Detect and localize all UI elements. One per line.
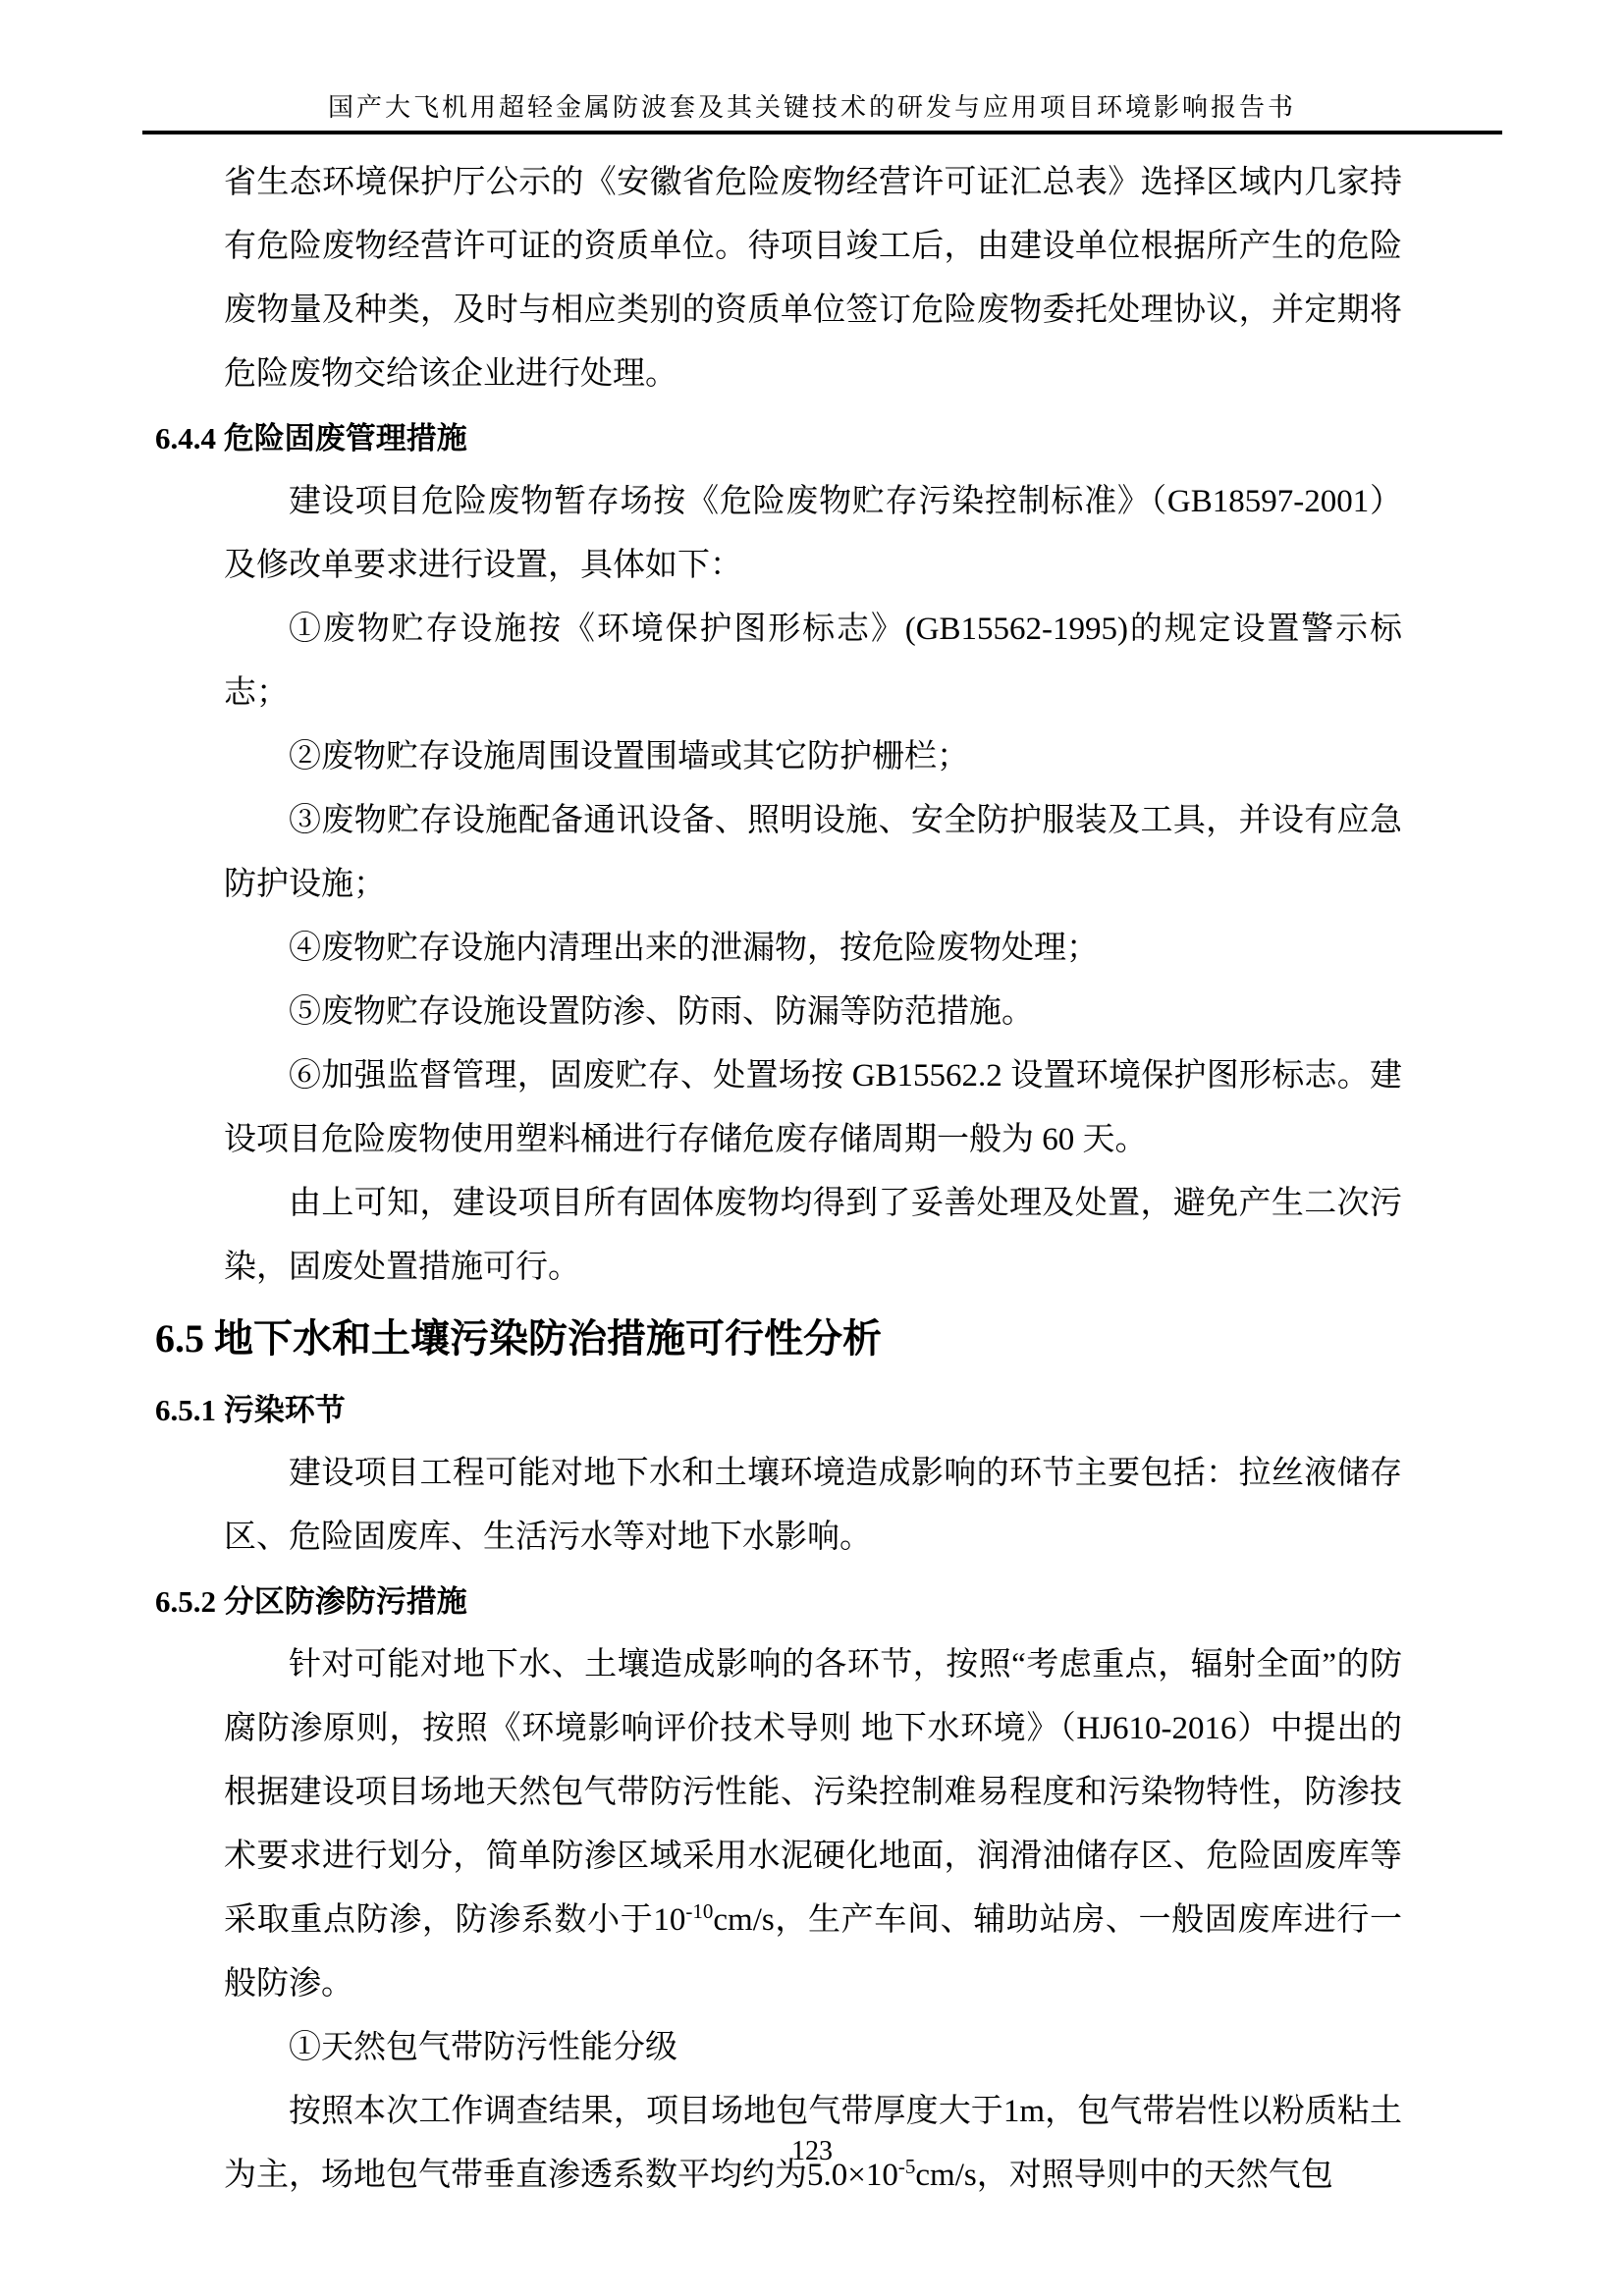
page-header-title: 国产大飞机用超轻金属防波套及其关键技术的研发与应用项目环境影响报告书 bbox=[327, 93, 1296, 122]
list-item-vadose-grading: ①天然包气带防污性能分级 bbox=[289, 2030, 677, 2065]
list-item-4: ④废物贮存设施内清理出来的泄漏物，按危险废物处理； bbox=[289, 931, 1099, 966]
header-divider-rule bbox=[142, 131, 1502, 134]
paragraph-6-4-4-intro: 建设项目危险废物暂存场按《危险废物贮存污染控制标准》（GB18597-2001）及修改单要求进行设置，具体如下： bbox=[224, 484, 1402, 583]
superscript-vadose-exponent: -5 bbox=[897, 2155, 916, 2178]
page-number: 123 bbox=[791, 2136, 833, 2166]
heading-6-4-4: 6.4.4 危险固废管理措施 bbox=[155, 421, 467, 455]
paragraph-6-5-2-text-cont: cm/s，生产车间、辅助站房、一般固废库进行一般防渗。 bbox=[224, 1902, 1403, 2002]
paragraph-6-5-2-text: 针对可能对地下水、土壤造成影响的各环节，按照“考虑重点，辐射全面”的防腐防渗原则，按照《环境影响评价技术导则 地下水环境》（HJ610-2016）中提出的根据建设项目场地天然包气带防污性能、污染控制难易程度和污染物特性，防渗技术要求进行划分，简单防渗区域采用水泥硬化地面，润滑油储存区、危险固废库等采取重点防渗，防渗系数小于10 bbox=[224, 1647, 1402, 1938]
paragraph-hazwaste-transfer: 省生态环境保护厅公示的《安徽省危险废物经营许可证汇总表》选择区域内几家持有危险废物经营许可证的资质单位。待项目竣工后，由建设单位根据所产生的危险废物量及种类，及时与相应类别的资质单位签订危险废物委托处理协议，并定期将危险废物交给该企业进行处理。 bbox=[224, 165, 1402, 392]
list-item-3: ③废物贮存设施配备通讯设备、照明设施、安全防护服装及工具，并设有应急防护设施； bbox=[224, 803, 1402, 902]
heading-6-5: 6.5 地下水和土壤污染防治措施可行性分析 bbox=[155, 1316, 882, 1361]
paragraph-vadose-text: 按照本次工作调查结果，项目场地包气带厚度大于1m，包气带岩性以粉质粘土为主，场地包气带垂直渗透系数平均约为5.0×10 bbox=[224, 2094, 1402, 2193]
list-item-2: ②废物贮存设施周围设置围墙或其它防护栅栏； bbox=[289, 739, 969, 774]
heading-6-5-2: 6.5.2 分区防渗防污措施 bbox=[155, 1584, 467, 1619]
list-item-5: ⑤废物贮存设施设置防渗、防雨、防漏等防范措施。 bbox=[289, 994, 1034, 1030]
superscript-permeability-exponent: -10 bbox=[685, 1899, 714, 1923]
paragraph-solid-waste-conclusion: 由上可知，建设项目所有固体废物均得到了妥善处理及处置，避免产生二次污染，固废处置措施可行。 bbox=[224, 1186, 1402, 1285]
paragraph-vadose-text-cont: cm/s，对照导则中的天然气包 bbox=[915, 2158, 1333, 2193]
paragraph-6-5-1: 建设项目工程可能对地下水和土壤环境造成影响的环节主要包括：拉丝液储存区、危险固废库、生活污水等对地下水影响。 bbox=[224, 1456, 1402, 1555]
document-body bbox=[155, 151, 1402, 2208]
list-item-1: ①废物贮存设施按《环境保护图形标志》(GB15562-1995)的规定设置警示标志； bbox=[224, 612, 1402, 711]
list-item-6: ⑥加强监督管理，固废贮存、处置场按 GB15562.2 设置环境保护图形标志。建设项目危险废物使用塑料桶进行存储危废存储周期一般为 60 天。 bbox=[224, 1058, 1402, 1157]
heading-6-5-1: 6.5.1 污染环节 bbox=[155, 1393, 346, 1427]
paragraph-6-5-2 bbox=[224, 1633, 1402, 2016]
